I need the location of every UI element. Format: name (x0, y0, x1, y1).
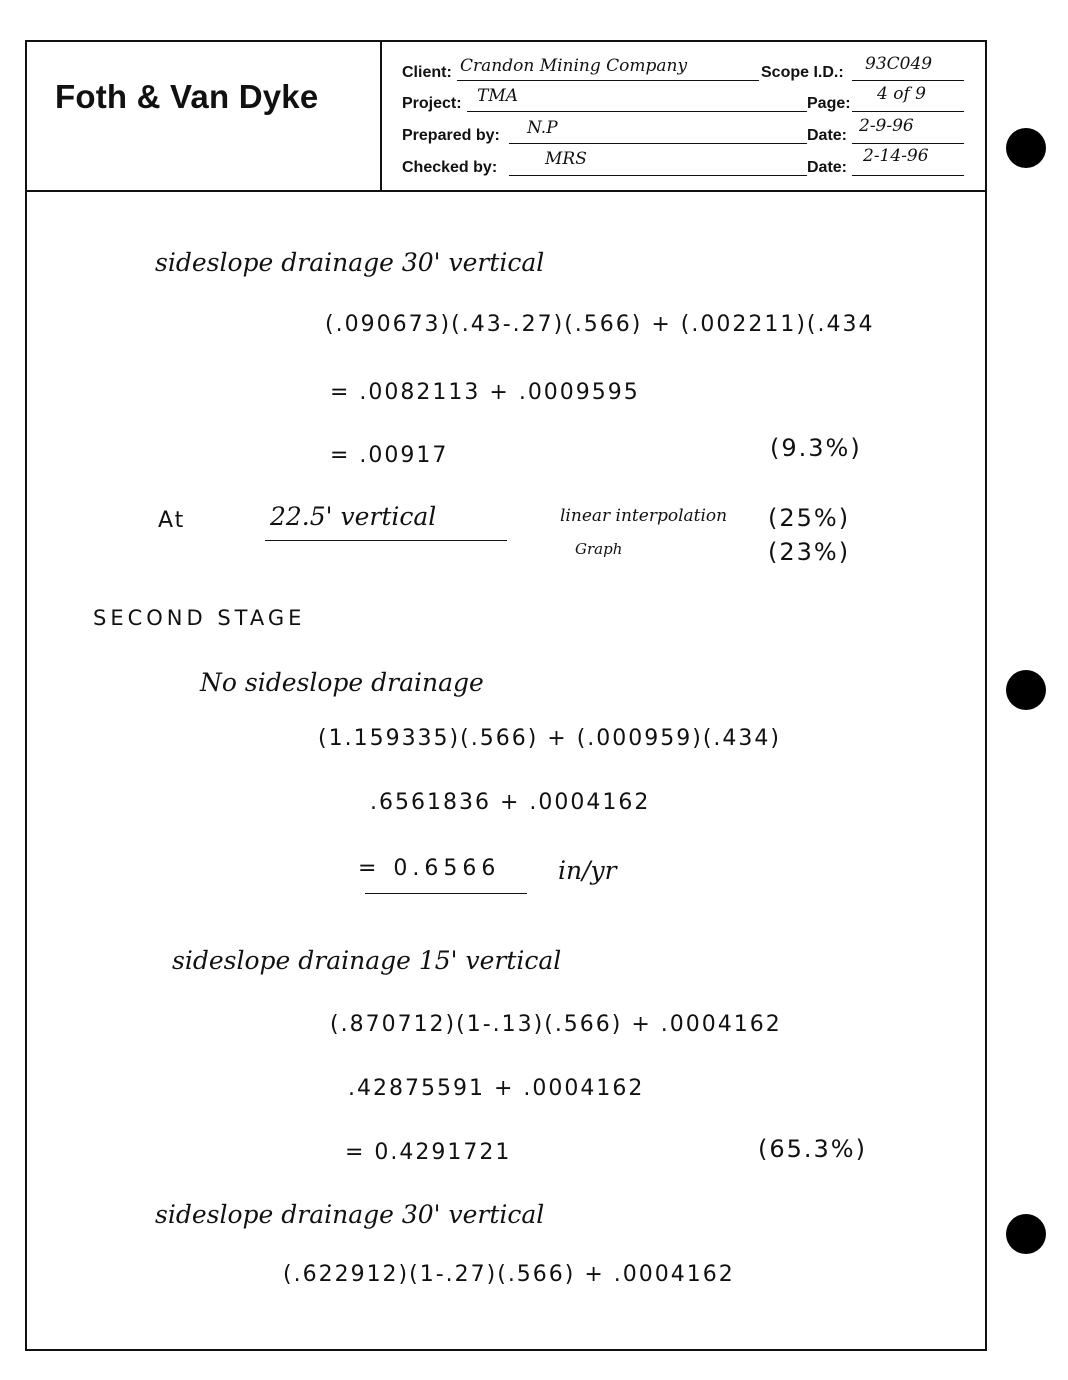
note-unit-in-yr: in/yr (558, 856, 617, 885)
project-value: TMA (477, 86, 519, 106)
note-percent-25: (25%) (768, 504, 851, 532)
client-value: Crandon Mining Company (460, 56, 688, 76)
prepared-date-label: Date: (807, 127, 848, 144)
page-label: Page: (807, 95, 851, 112)
checked-date-value: 2-14-96 (863, 146, 929, 166)
checked-date-label: Date: (807, 159, 848, 176)
prepared-date-line (852, 143, 964, 144)
note-graph: Graph (575, 540, 623, 558)
note-equation-7: (.622912)(1-.27)(.566) + .0004162 (283, 1262, 735, 1287)
note-equation-1: (.090673)(.43-.27)(.566) + (.002211)(.434 (325, 312, 875, 337)
client-label: Client: (402, 64, 452, 81)
note-equation-4: .6561836 + .0004162 (370, 790, 651, 815)
note-22-5-vertical: 22.5' vertical (270, 502, 437, 531)
checked-date-line (852, 175, 964, 176)
prepared-by-line (509, 143, 807, 144)
note-result-3: = 0.4291721 (345, 1140, 512, 1165)
client-line (457, 80, 759, 81)
binder-hole-bottom (1006, 1214, 1046, 1254)
binder-hole-top (1006, 128, 1046, 168)
checked-by-value: MRS (545, 149, 587, 169)
note-percent-1: (9.3%) (770, 434, 862, 462)
note-percent-23: (23%) (768, 538, 851, 566)
title-block (27, 42, 985, 192)
note-percent-65: (65.3%) (758, 1135, 867, 1163)
note-no-sideslope: No sideslope drainage (200, 668, 484, 697)
note-equation-6: .42875591 + .0004162 (348, 1076, 645, 1101)
firm-name: Foth & Van Dyke (55, 78, 319, 115)
prepared-by-value: N.P (527, 118, 558, 138)
checked-by-line (509, 175, 807, 176)
note-at: At (158, 508, 186, 533)
note-result-2: = 0.6566 (358, 856, 501, 881)
project-line (467, 111, 807, 112)
note-result-2-underline (365, 893, 527, 894)
page-line (852, 111, 964, 112)
note-equation-3: (1.159335)(.566) + (.000959)(.434) (318, 726, 782, 751)
scope-line (852, 80, 964, 81)
prepared-date-value: 2-9-96 (859, 116, 914, 136)
note-sideslope-30-first: sideslope drainage 30' vertical (155, 248, 545, 277)
binder-hole-middle (1006, 670, 1046, 710)
note-sideslope-15: sideslope drainage 15' vertical (172, 946, 562, 975)
note-equation-5: (.870712)(1-.13)(.566) + .0004162 (330, 1012, 782, 1037)
note-22-5-underline (265, 540, 507, 541)
scope-label: Scope I.D.: (761, 64, 844, 81)
firm-cell (27, 42, 382, 190)
page-value: 4 of 9 (877, 84, 926, 104)
scope-value: 93C049 (865, 54, 933, 74)
note-result-1: = .00917 (330, 443, 449, 468)
note-equation-2: = .0082113 + .0009595 (330, 380, 640, 405)
checked-by-label: Checked by: (402, 159, 498, 176)
note-linear-interpolation: linear interpolation (560, 506, 728, 526)
prepared-by-label: Prepared by: (402, 127, 500, 144)
note-sideslope-30-second: sideslope drainage 30' vertical (155, 1200, 545, 1229)
note-second-stage: SECOND STAGE (93, 606, 306, 630)
project-label: Project: (402, 95, 462, 112)
